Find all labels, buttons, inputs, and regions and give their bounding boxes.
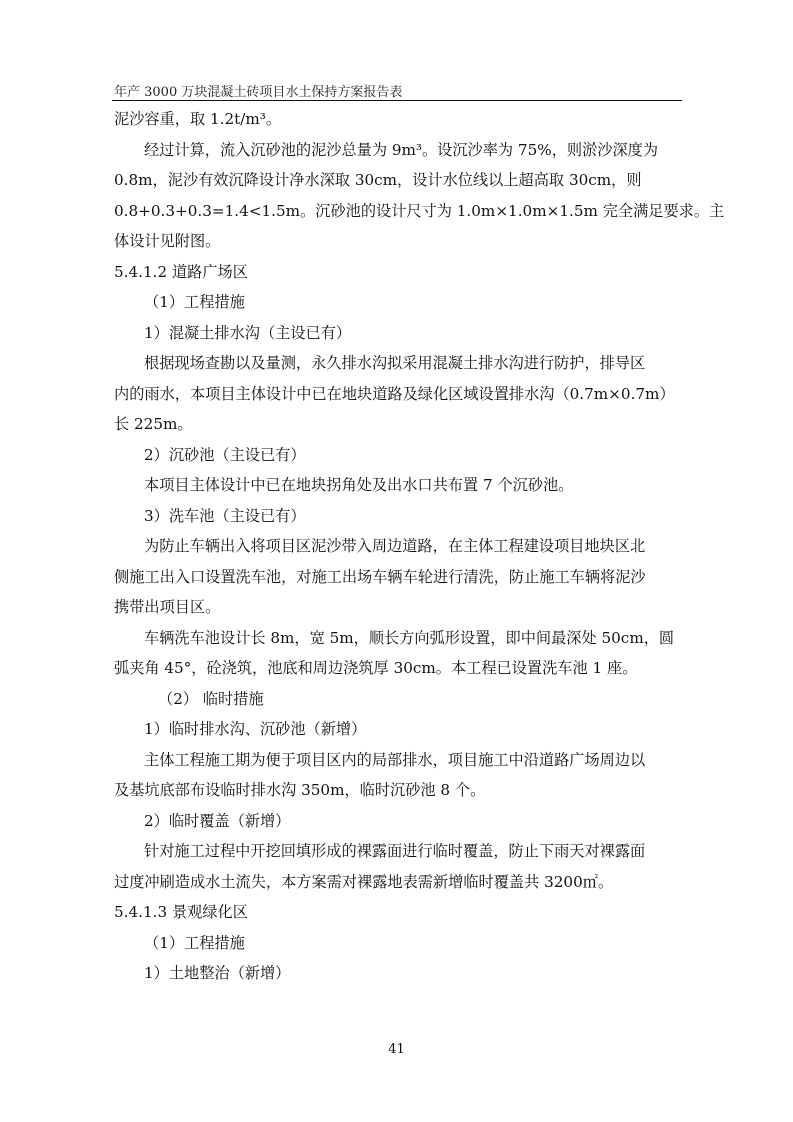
item-heading: 1）混凝土排水沟（主设已有） (144, 323, 352, 342)
paragraph-line: 主体工程施工期为便于项目区内的局部排水，项目施工中沿道路广场周边以 (144, 750, 646, 769)
subheading: （1）工程措施 (144, 933, 245, 952)
paragraph-line: 弧夹角 45°，砼浇筑，池底和周边浇筑厚 30cm。本工程已设置洗车池 1 座。 (114, 659, 638, 677)
page-number: 41 (388, 1042, 405, 1057)
paragraph-line: 内的雨水，本项目主体设计中已在地块道路及绿化区域设置排水沟（0.7m×0.7m） (114, 384, 675, 403)
paragraph-line: 0.8+0.3+0.3=1.4<1.5m。沉砂池的设计尺寸为 1.0m×1.0m×1.5m 完全满足要求。主 (114, 201, 725, 220)
paragraph-line: 根据现场查勘以及量测，永久排水沟拟采用混凝土排水沟进行防护，排导区 (144, 354, 646, 372)
paragraph-line: 经过计算，流入沉砂池的泥沙总量为 9m³。设沉沙率为 75%，则淤沙深度为 (144, 140, 659, 159)
paragraph-line: 长 225m。 (114, 415, 193, 433)
item-heading: 1）土地整治（新增） (144, 964, 291, 982)
page-header: 年产 3000 万块混凝土砖项目水土保持方案报告表 (114, 85, 403, 100)
item-heading: 3）洗车池（主设已有） (144, 506, 306, 525)
paragraph-line: 侧施工出入口设置洗车池，对施工出场车辆车轮进行清洗，防止施工车辆将泥沙 (114, 567, 646, 586)
paragraph-line: 0.8m，泥沙有效沉降设计净水深取 30cm，设计水位线以上超高取 30cm，则 (114, 171, 642, 189)
section-heading: 5.4.1.3 景观绿化区 (114, 903, 248, 921)
document-body (114, 104, 725, 989)
header-rule (112, 100, 682, 101)
item-heading: 1）临时排水沟、沉砂池（新增） (144, 720, 367, 738)
item-heading: 2）沉砂池（主设已有） (144, 445, 306, 464)
paragraph-line: 及基坑底部布设临时排水沟 350m，临时沉砂池 8 个。 (114, 781, 486, 799)
section-heading: 5.4.1.2 道路广场区 (114, 262, 248, 281)
subheading: （1）工程措施 (144, 293, 245, 311)
paragraph-line: 携带出项目区。 (114, 598, 221, 616)
item-heading: 2）临时覆盖（新增） (144, 811, 291, 830)
subheading: （2） 临时措施 (158, 689, 264, 708)
paragraph-line: 针对施工过程中开挖回填形成的裸露面进行临时覆盖，防止下雨天对裸露面 (144, 842, 646, 860)
paragraph-line: 过度冲刷造成水土流失，本方案需对裸露地表需新增临时覆盖共 3200㎡。 (114, 872, 614, 891)
paragraph-line: 为防止车辆出入将项目区泥沙带入周边道路，在主体工程建设项目地块区北 (144, 537, 646, 555)
paragraph-line: 本项目主体设计中已在地块拐角处及出水口共布置 7 个沉砂池。 (144, 476, 574, 494)
paragraph-line: 车辆洗车池设计长 8m，宽 5m，顺长方向弧形设置，即中间最深处 50cm，圆 (144, 628, 675, 647)
paragraph-line: 体设计见附图。 (114, 232, 221, 250)
paragraph-line: 泥沙容重，取 1.2t/m³。 (114, 110, 282, 128)
